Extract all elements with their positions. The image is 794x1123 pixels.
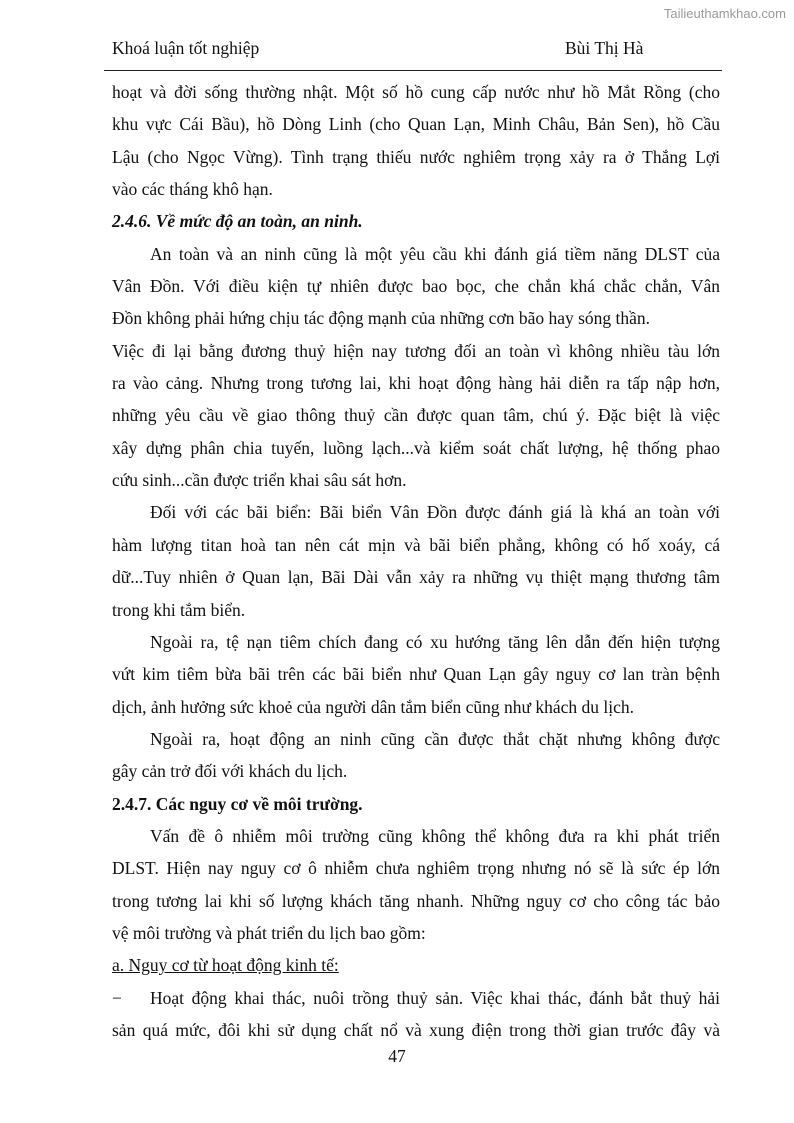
text-line: Đối với các bãi biển: Bãi biển Vân Đồn được đánh giá là khá an toàn với (150, 502, 720, 523)
text-line: trong khi tắm biển. (112, 599, 246, 620)
text-line: Việc đi lại bằng đương thuỷ hiện nay tương đối an toàn vì không nhiều tàu lớn (112, 340, 720, 361)
text-line: khu vực Cái Bầu), hồ Dòng Linh (cho Quan Lạn, Minh Châu, Bản Sen), hồ Cầu (112, 114, 720, 135)
text-line: Ngoài ra, tệ nạn tiêm chích đang có xu hướng tăng lên dẫn đến hiện tượng (150, 631, 720, 652)
text-line: vào các tháng khô hạn. (112, 179, 273, 200)
text-line: gây cản trở đối với khách du lịch. (112, 761, 348, 782)
list-item (112, 982, 720, 1014)
text-line: Hoạt động khai thác, nuôi trồng thuỷ sản. Việc khai thác, đánh bắt thuỷ hải (150, 987, 720, 1008)
watermark: Tailieuthamkhao.com (663, 6, 786, 21)
text-line: Đồn không phải hứng chịu tác động mạnh của những cơn bão hay sóng thần. (112, 308, 651, 329)
text-line: hoạt và đời sống thường nhật. Một số hồ cung cấp nước như hồ Mắt Rồng (cho (112, 82, 720, 102)
text-line: dịch, ảnh hưởng sức khoẻ của người dân tắm biển cũng như khách du lịch. (112, 696, 635, 717)
header-title: Khoá luận tốt nghiệp (112, 38, 260, 58)
text-line: ra vào cảng. Nhưng trong tương lai, khi hoạt động hàng hải diễn ra tấp nập hơn, (112, 373, 720, 394)
header-author: Bùi Thị Hà (565, 38, 644, 58)
section-heading-2-4-7: 2.4.7. Các nguy cơ về môi trường. (112, 793, 363, 814)
text-line: An toàn và an ninh cũng là một yêu cầu khi đánh giá tiềm năng DLST của (150, 243, 720, 264)
text-line: sản quá mức, đôi khi sử dụng chất nổ và xung điện trong thời gian trước đây và (112, 1019, 720, 1040)
text-line: Lậu (cho Ngọc Vừng). Tình trạng thiếu nước nghiêm trọng xảy ra ở Thắng Lợi (112, 146, 720, 167)
text-line: vệ môi trường và phát triển du lịch bao gồm: (112, 922, 426, 943)
text-line: Vấn đề ô nhiễm môi trường cũng không thể không đưa ra khi phát triển (150, 825, 720, 846)
text-line: trong tương lai khi số lượng khách tăng nhanh. Những nguy cơ cho công tác bảo (112, 890, 720, 911)
text-line: Ngoài ra, hoạt động an ninh cũng cần được thắt chặt nhưng không được (150, 728, 720, 749)
text-line: DLST. Hiện nay nguy cơ ô nhiễm chưa nghiêm trọng nhưng nó sẽ là sức ép lớn (112, 858, 720, 879)
section-heading-2-4-6: 2.4.6. Về mức độ an toàn, an ninh. (112, 211, 363, 232)
page-number: 47 (388, 1046, 406, 1066)
text-line: hàm lượng titan hoà tan nên cát mịn và bãi biển phẳng, không có hố xoáy, cá (112, 534, 720, 555)
text-line: Vân Đồn. Với điều kiện tự nhiên được bao bọc, che chắn khá chắc chắn, Vân (112, 276, 720, 297)
document-body (112, 76, 720, 1046)
subheading-economic-risks: a. Nguy cơ từ hoạt động kinh tế: (112, 955, 339, 976)
text-line: những yêu cầu về giao thông thuỷ cần được quan tâm, chú ý. Đặc biệt là việc (112, 405, 720, 426)
header-rule (104, 70, 722, 71)
text-line: xây dựng phân chia tuyến, luồng lạch...và kiểm soát chất lượng, hệ thống phao (112, 437, 720, 458)
dash-bullet: − (112, 987, 122, 1008)
text-line: vứt kim tiêm bừa bãi trên các bãi biển như Quan Lạn gây nguy cơ lan tràn bệnh (112, 664, 720, 685)
text-line: cứu sinh...cần được triển khai sâu sát hơn. (112, 470, 407, 491)
text-line: dữ...Tuy nhiên ở Quan lạn, Bãi Dài vẫn xảy ra những vụ thiệt mạng thương tâm (112, 567, 720, 588)
